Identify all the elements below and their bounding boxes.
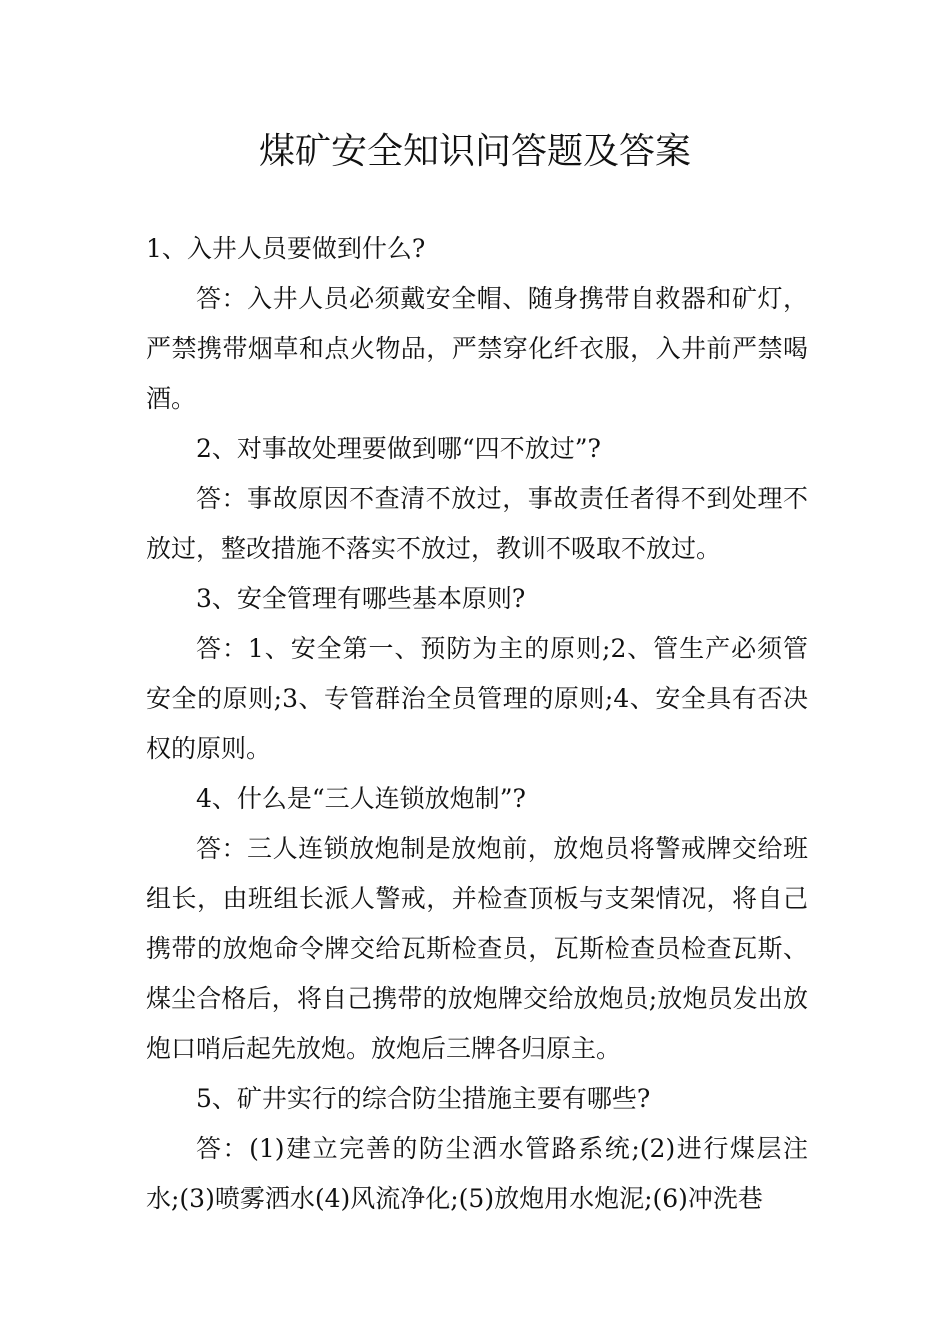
question-1: 1、入井人员要做到什么? xyxy=(146,234,426,263)
question-5: 5、矿井实行的综合防尘措施主要有哪些? xyxy=(196,1084,651,1113)
answer-1: 答：入井人员必须戴安全帽、随身携带自救器和矿灯，严禁携带烟草和点火物品，严禁穿化纤衣服，入井前严禁喝酒。 xyxy=(146,284,808,413)
document-title: 煤矿安全知识问答题及答案 xyxy=(258,131,691,172)
answer-2: 答：事故原因不查清不放过，事故责任者得不到处理不放过，整改措施不落实不放过，教训不吸取不放过。 xyxy=(146,484,808,563)
document-body xyxy=(146,224,808,1224)
question-4: 4、什么是“三人连锁放炮制”? xyxy=(196,784,526,813)
answer-3: 答：1、安全第一、预防为主的原则;2、管生产必须管安全的原则;3、专管群治全员管理的原则;4、安全具有否决权的原则。 xyxy=(146,634,808,763)
question-3: 3、安全管理有哪些基本原则? xyxy=(196,584,526,613)
answer-4: 答：三人连锁放炮制是放炮前，放炮员将警戒牌交给班组长，由班组长派人警戒，并检查顶板与支架情况，将自己携带的放炮命令牌交给瓦斯检查员，瓦斯检查员检查瓦斯、煤尘合格后，将自己携带的放炮牌交给放炮员;放炮员发出放炮口哨后起先放炮。放炮后三牌各归原主。 xyxy=(146,834,808,1063)
question-2: 2、对事故处理要做到哪“四不放过”? xyxy=(196,434,601,463)
answer-5: 答：(1)建立完善的防尘洒水管路系统;(2)进行煤层注水;(3)喷雾洒水(4)风流净化;(5)放炮用水炮泥;(6)冲洗巷 xyxy=(146,1134,808,1213)
